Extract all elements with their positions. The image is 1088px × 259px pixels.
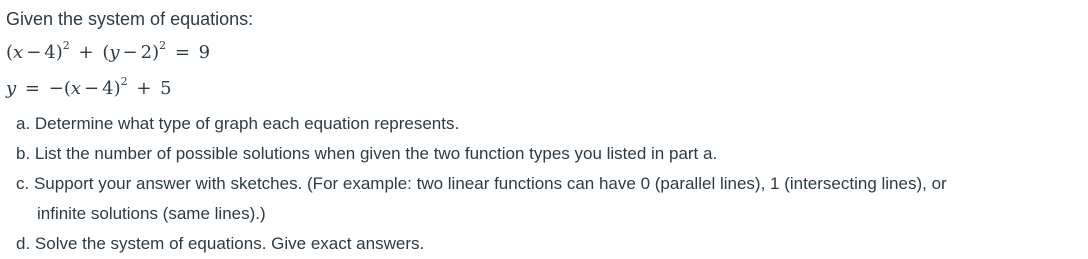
eq1-equals: = — [174, 42, 190, 63]
eq1-left-paren-1: ( — [6, 42, 14, 63]
eq2-rhs: 5 — [160, 78, 172, 99]
eq2-equals: = — [24, 78, 40, 99]
question-parts-list — [16, 109, 1082, 259]
eq1-constant-4: 4 — [44, 42, 56, 63]
eq2-negative: − — [48, 78, 64, 99]
eq2-minus: − — [84, 78, 100, 99]
eq1-left-paren-2: ( — [102, 42, 110, 63]
part-c-text-line-1: c. Support your answer with sketches. (For example: two linear functions can have 0 (parallel lines), 1 (intersecting lines), or — [16, 174, 947, 193]
eq1-variable-y: y — [109, 42, 120, 63]
question-intro: Given the system of equations: — [6, 9, 254, 29]
eq1-variable-x: x — [13, 42, 24, 63]
part-d-text: d. Solve the system of equations. Give exact answers. — [16, 234, 425, 253]
eq1-rhs: 9 — [198, 42, 211, 63]
equation-circle — [6, 39, 211, 64]
eq2-left-paren: ( — [63, 78, 71, 99]
eq2-plus: + — [136, 78, 152, 99]
part-b-text: b. List the number of possible solutions when given the two function types you listed in part a. — [16, 144, 718, 163]
eq1-right-paren-1: ) — [55, 42, 63, 63]
eq1-minus-2: − — [122, 42, 138, 63]
eq1-minus-1: − — [26, 42, 42, 63]
part-a — [16, 109, 1082, 139]
eq2-variable-y: y — [6, 78, 17, 99]
eq1-exponent-2: 2 — [159, 39, 167, 52]
part-c-text-line-2: infinite solutions (same lines).) — [37, 204, 266, 223]
eq2-variable-x: x — [70, 78, 82, 99]
part-d — [16, 229, 1082, 259]
eq1-right-paren-2: ) — [152, 42, 160, 63]
part-b — [16, 139, 1082, 169]
eq1-constant-2: 2 — [140, 42, 153, 63]
eq1-plus: + — [78, 42, 94, 63]
eq1-exponent-1: 2 — [62, 39, 70, 52]
part-c — [16, 169, 1082, 229]
eq2-exponent: 2 — [120, 75, 128, 88]
eq2-constant-4: 4 — [102, 78, 114, 99]
equation-parabola — [6, 75, 172, 100]
eq2-right-paren: ) — [113, 78, 121, 99]
part-a-text: a. Determine what type of graph each equation represents. — [16, 114, 460, 133]
